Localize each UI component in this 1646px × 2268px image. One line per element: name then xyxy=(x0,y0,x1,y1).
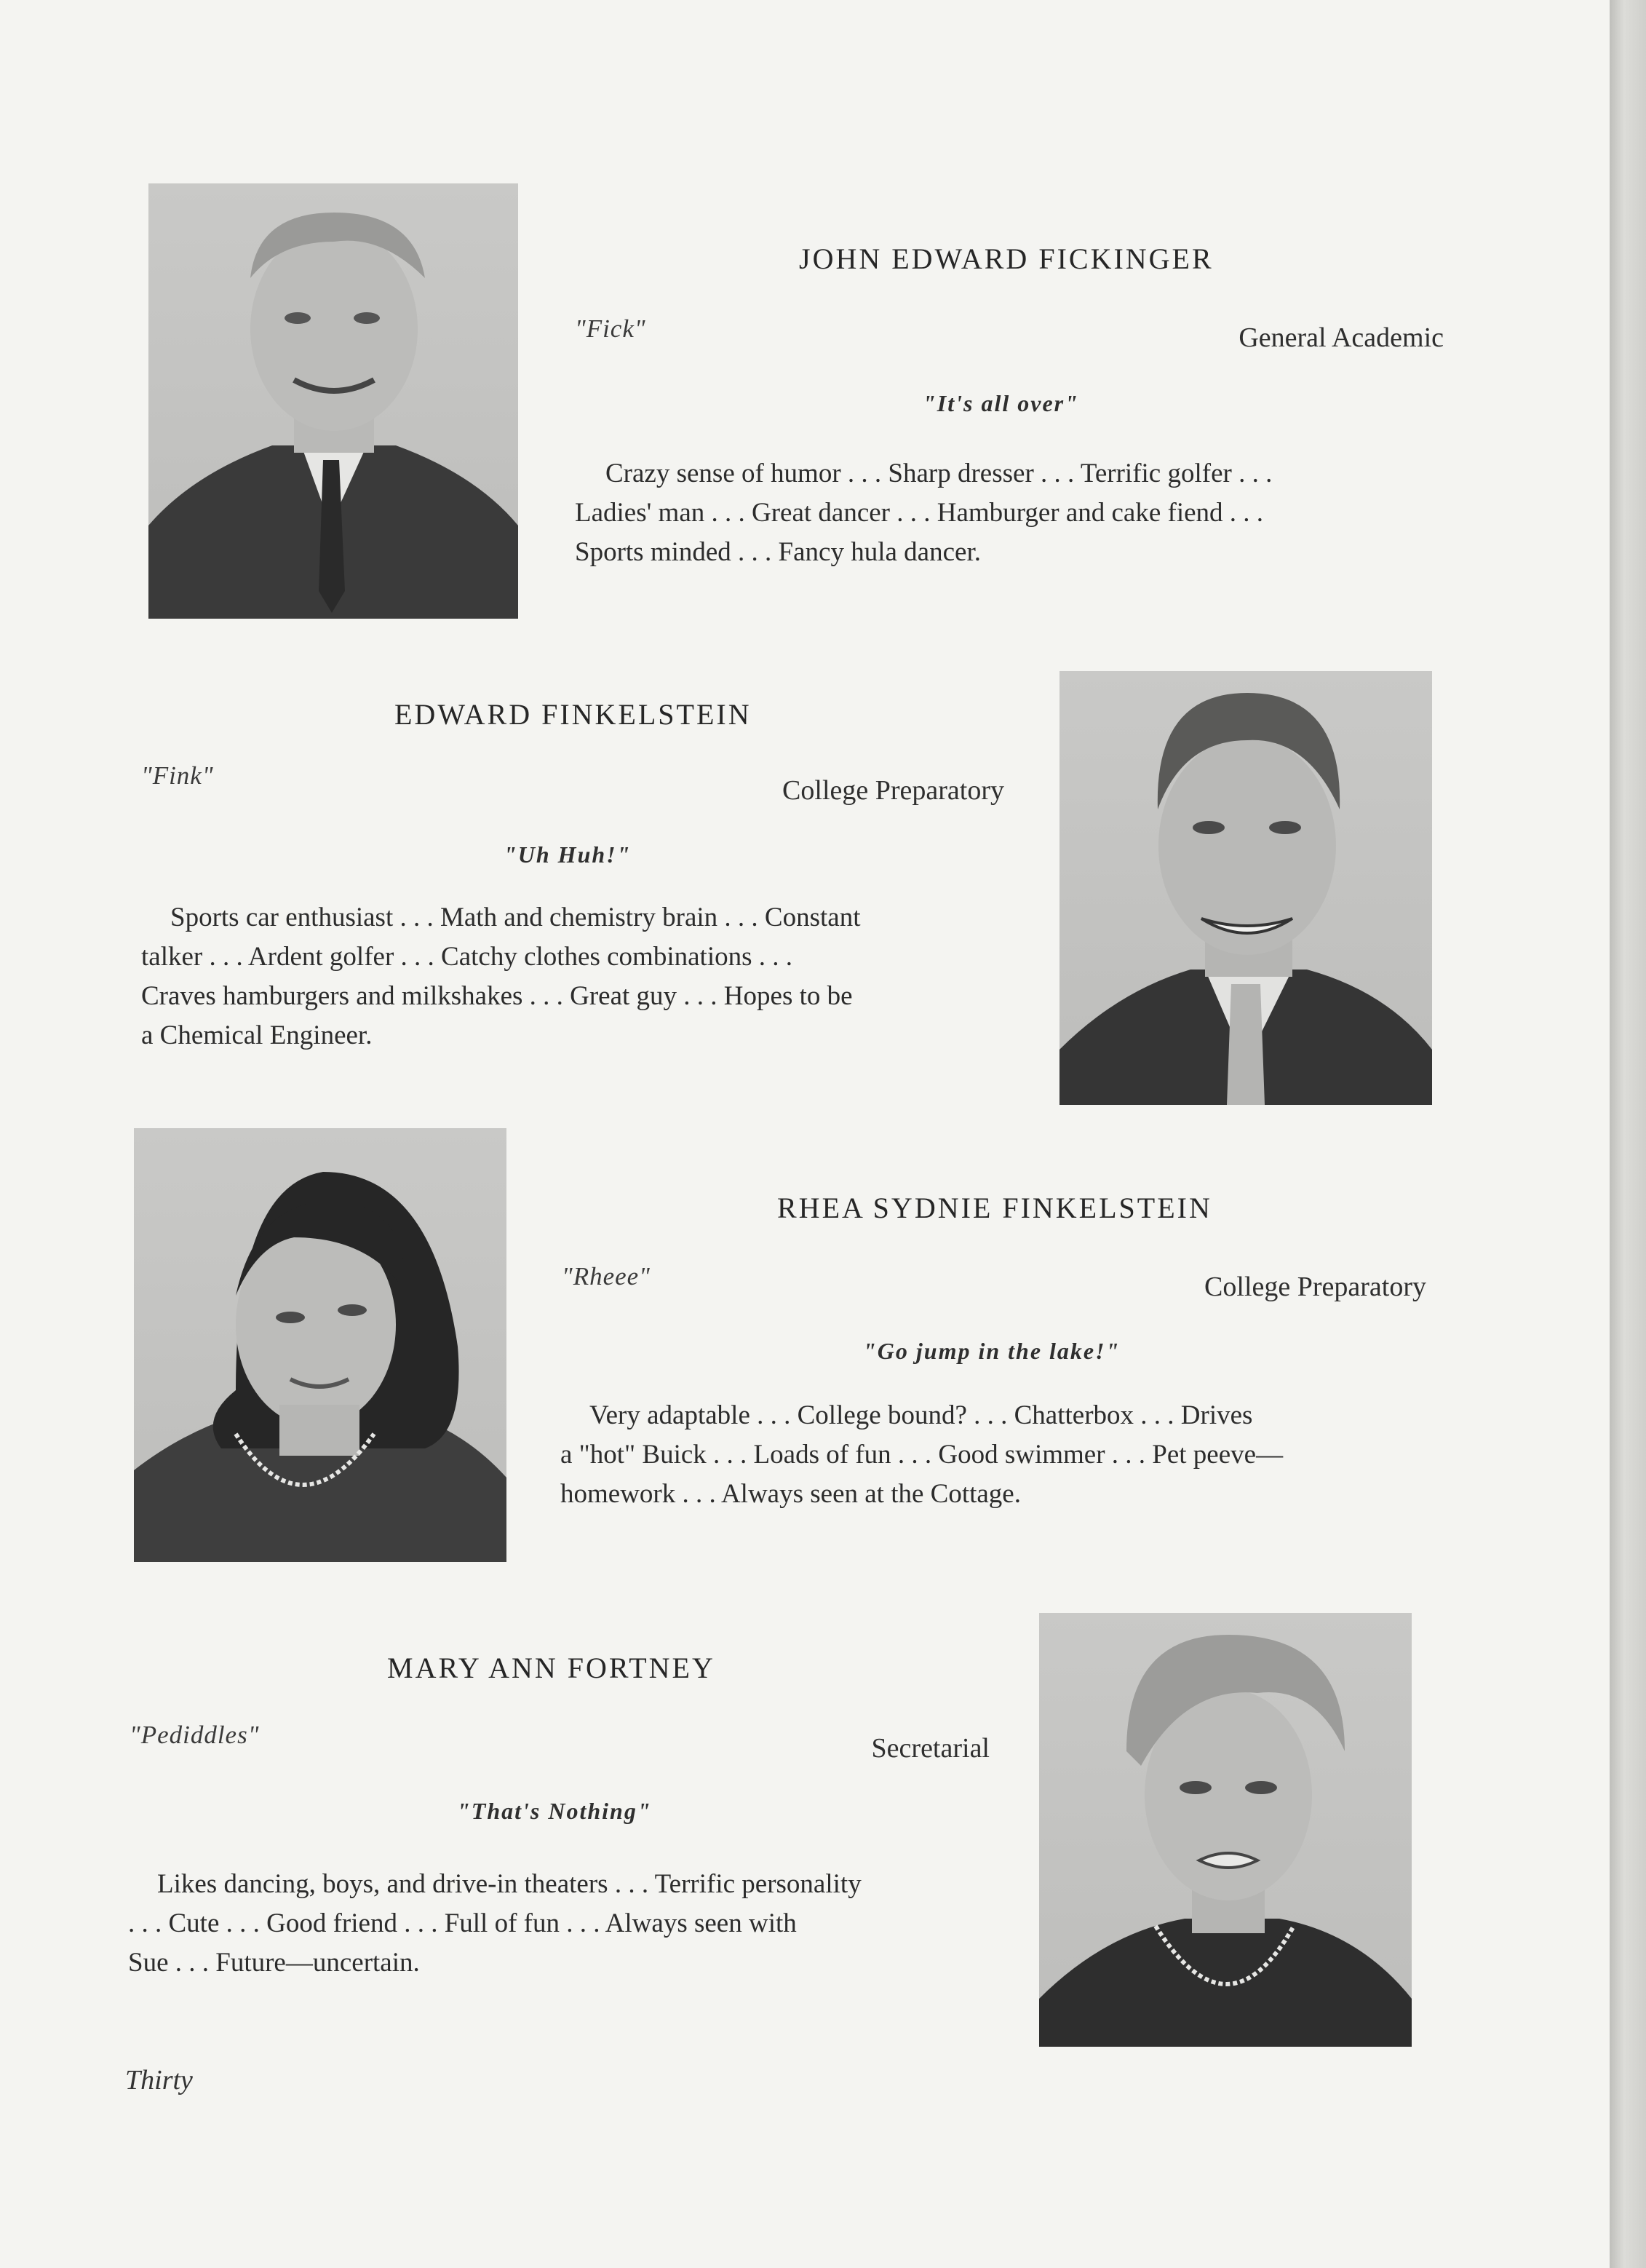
course-of-study: College Preparatory xyxy=(1204,1272,1426,1302)
student-nickname: "Fick" xyxy=(575,314,646,343)
portrait-photo-r-finkelstein xyxy=(134,1128,506,1562)
student-description: Crazy sense of humor . . . Sharp dresser . . . Terrific golfer . . . Ladies' man . . . Great dancer . . . Hamburger and cake fiend . . . Sports minded . . . Fancy hula dancer. xyxy=(575,459,1273,567)
student-nickname: "Fink" xyxy=(141,761,214,790)
student-name: EDWARD FINKELSTEIN xyxy=(394,698,752,731)
portrait-photo-fortney xyxy=(1039,1613,1412,2047)
student-quote: "It's all over" xyxy=(923,390,1079,416)
student-quote: "Uh Huh!" xyxy=(504,841,632,868)
student-quote: "Go jump in the lake!" xyxy=(863,1338,1121,1364)
course-of-study: Secretarial xyxy=(871,1733,990,1764)
student-nickname: "Pediddles" xyxy=(130,1721,260,1749)
student-quote: "That's Nothing" xyxy=(457,1798,652,1824)
student-description: Sports car enthusiast . . . Math and chemistry brain . . . Constant talker . . . Ardent golfer . . . Catchy clothes combinations . . . Craves hamburgers and milkshakes . . . Great guy . . . Hopes to be a Chemical Engineer. xyxy=(141,903,861,1050)
course-of-study: College Preparatory xyxy=(782,775,1004,806)
portrait-photo-e-finkelstein xyxy=(1059,671,1432,1105)
student-name: MARY ANN FORTNEY xyxy=(387,1652,715,1684)
page-edge xyxy=(1610,0,1646,2268)
page-number: Thirty xyxy=(125,2065,193,2095)
student-description: Likes dancing, boys, and drive-in theaters . . . Terrific personality . . . Cute . . . Good friend . . . Full of fun . . . Always seen with Sue . . . Future—uncertain. xyxy=(128,1869,862,1978)
student-description: Very adaptable . . . College bound? . . . Chatterbox . . . Drives a "hot" Buick . . . Loads of fun . . . Good swimmer . . . Pet peeve— homework . . . Always seen at the Cottage. xyxy=(560,1400,1284,1509)
student-name: JOHN EDWARD FICKINGER xyxy=(799,242,1214,275)
course-of-study: General Academic xyxy=(1239,322,1444,353)
student-nickname: "Rheee" xyxy=(562,1262,651,1290)
student-name: RHEA SYDNIE FINKELSTEIN xyxy=(777,1192,1212,1224)
portrait-photo-fickinger xyxy=(148,183,518,619)
